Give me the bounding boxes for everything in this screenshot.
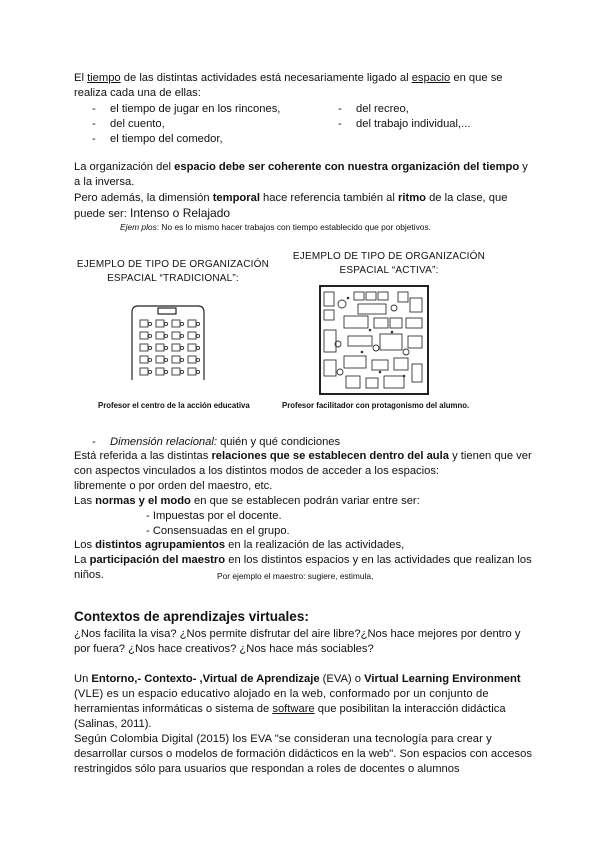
bullet-text: el tiempo del comedor, — [110, 133, 223, 145]
dash: - — [92, 436, 96, 448]
text: El — [74, 72, 88, 84]
desk-grid — [140, 320, 200, 375]
chair — [148, 334, 151, 337]
room-furniture — [324, 292, 422, 388]
text: en la realización de las actividades, — [225, 539, 405, 551]
chair — [196, 322, 199, 325]
fig2-caption: Profesor facilitador con protagonismo del alumno. — [282, 401, 470, 410]
bold-text: participación del maestro — [89, 554, 226, 566]
link-espacio[interactable]: espacio — [411, 72, 451, 84]
p4-line3: libremente o por orden del maestro, etc. — [74, 480, 273, 492]
ejemplos-label: Ejem plos — [120, 222, 157, 232]
chair — [180, 322, 183, 325]
text: Los — [74, 539, 96, 551]
text: quién y qué condiciones — [216, 436, 341, 448]
bullet-left-3 — [92, 133, 223, 145]
text: de las distintas actividades está necesariamente ligado al — [120, 72, 412, 84]
bullet-right-2 — [338, 118, 470, 130]
desk — [156, 320, 164, 327]
fig2-title-line1: EJEMPLO DE TIPO DE ORGANIZACIÓN — [292, 251, 486, 262]
chair — [196, 358, 199, 361]
text: y — [519, 161, 528, 173]
desk — [188, 356, 196, 363]
bold-text: normas y el modo — [95, 495, 191, 507]
chair — [164, 334, 167, 337]
eva-line1 — [74, 673, 521, 685]
chair — [180, 358, 183, 361]
sub-item-1: - Impuestas por el docente. — [146, 510, 282, 522]
desk — [188, 344, 196, 351]
text: de la clase, que — [425, 192, 508, 204]
text: y tienen que ver — [448, 450, 532, 462]
desk — [140, 332, 148, 339]
text: Las — [74, 495, 96, 507]
ejemplos-text: : No es lo mismo hacer trabajos con tiempo establecido que por objetivos. — [156, 222, 431, 232]
chair — [164, 370, 167, 373]
desk — [172, 368, 180, 375]
p3-line1 — [74, 192, 507, 204]
fig2-title — [284, 250, 494, 278]
section-heading: Contextos de aprendizajes virtuales: — [74, 609, 309, 624]
link-software[interactable]: software — [272, 703, 315, 715]
p2-line2: a la inversa. — [74, 176, 135, 188]
text: La — [74, 554, 90, 566]
dash: - — [338, 103, 342, 115]
bold-text: relaciones que se establecen dentro del aula — [211, 450, 449, 462]
dash: - — [92, 103, 96, 115]
desk — [140, 320, 148, 327]
eva-line4: (Salinas, 2011). — [74, 718, 152, 730]
text: Está referida a las distintas — [74, 450, 212, 462]
text: que posibilitan la interacción didáctica — [314, 703, 506, 715]
text: La organización del — [74, 161, 175, 173]
text: puede ser: — [74, 208, 130, 220]
fig1-title-line1: EJEMPLO DE TIPO DE ORGANIZACIÓN — [76, 259, 270, 270]
p1-line2: realiza cada una de ellas: — [74, 87, 201, 99]
bullet-left-2 — [92, 118, 165, 130]
p1-line1 — [74, 72, 503, 84]
dash: - — [338, 118, 342, 130]
chair — [148, 346, 151, 349]
dimension-line — [92, 436, 340, 448]
desk — [156, 368, 164, 375]
sub-item-2: - Consensuadas en el grupo. — [146, 525, 290, 537]
active-classroom-diagram — [318, 284, 430, 396]
fig1-title-line2: ESPACIAL “TRADICIONAL”: — [107, 273, 239, 284]
desk — [156, 344, 164, 351]
desk — [188, 368, 196, 375]
desk — [140, 368, 148, 375]
bold-text: ritmo — [398, 192, 426, 204]
chair — [164, 322, 167, 325]
chair — [164, 346, 167, 349]
text: en que se — [450, 72, 503, 84]
chair — [148, 322, 151, 325]
text: Un — [74, 673, 92, 685]
chair — [164, 358, 167, 361]
p4-line1 — [74, 450, 532, 462]
text: (EVA) o — [319, 673, 365, 685]
dimension-label: Dimensión relacional: — [110, 436, 217, 448]
desk — [172, 332, 180, 339]
text: herramientas informáticas o sistema de — [74, 703, 273, 715]
bold-text: espacio debe ser coherente con nuestra organización del tiempo — [174, 161, 520, 173]
p6-line — [74, 539, 404, 551]
colombia-line2: desarrollar cursos o modelos de formación didácticos en la web". Son espacios con accesos — [74, 748, 532, 760]
link-tiempo[interactable]: tiempo — [87, 72, 121, 84]
p7-line2: niños. — [74, 569, 104, 581]
bold-text: distintos agrupamientos — [95, 539, 226, 551]
chair — [196, 346, 199, 349]
chair — [180, 370, 183, 373]
desk — [140, 344, 148, 351]
bullet-text: el tiempo de jugar en los rincones, — [110, 103, 281, 115]
desk — [172, 356, 180, 363]
p5-line — [74, 495, 420, 507]
desk — [188, 332, 196, 339]
p7-line1 — [74, 554, 532, 566]
bold-text: Entorno,- Contexto- ,Virtual de Aprendizaje — [91, 673, 320, 685]
chair — [196, 370, 199, 373]
p2-line1 — [74, 161, 528, 173]
dash: - — [92, 133, 96, 145]
text: Pero además, la dimensión — [74, 192, 213, 204]
fig1-title — [68, 258, 278, 286]
p7-note: Por ejemplo el maestro: sugiere, estimula, — [217, 571, 374, 581]
bullet-text: del trabajo individual,... — [356, 118, 471, 130]
eva-line2: (VLE) es un espacio educativo alojado en la web, conformado por un conjunto de — [74, 688, 489, 700]
section-q1: ¿Nos facilita la visa? ¿Nos permite disfrutar del aire libre?¿Nos hace mejores por dentro y — [74, 628, 521, 640]
desk — [172, 320, 180, 327]
desk — [156, 356, 164, 363]
eva-line3 — [74, 703, 506, 715]
chair — [180, 346, 183, 349]
text: en que se establecen podrán variar entre ser: — [190, 495, 420, 507]
bullet-left-1 — [92, 103, 280, 115]
bullet-text: del recreo, — [356, 103, 409, 115]
desk — [156, 332, 164, 339]
p3-line2 — [74, 206, 230, 220]
dash: - — [92, 118, 96, 130]
desk — [188, 320, 196, 327]
diagram-frame — [132, 306, 204, 380]
ejemplos-line — [120, 222, 431, 232]
bold-text: temporal — [212, 192, 260, 204]
chair — [148, 370, 151, 373]
fig2-title-line2: ESPACIAL “ACTIVA”: — [339, 265, 439, 276]
traditional-classroom-diagram — [128, 302, 208, 384]
bold-text: Virtual Learning Environment — [364, 673, 521, 685]
desk — [140, 356, 148, 363]
chair — [180, 334, 183, 337]
colombia-line1: Según Colombia Digital (2015) los EVA "se consideran una tecnología para crear y — [74, 733, 492, 745]
p4-line2: con aspectos vinculados a los distintos modos de acceder a los espacios: — [74, 465, 440, 477]
text: en los distintos espacios y en las actividades que realizan los — [225, 554, 532, 566]
fig1-caption: Profesor el centro de la acción educativa — [98, 401, 250, 410]
bullet-text: del cuento, — [110, 118, 165, 130]
colombia-line3: restringidos sólo para usuarios que respondan a roles de docentes o alumnos — [74, 763, 460, 775]
bullet-right-1 — [338, 103, 409, 115]
intenso-text: Intenso o Relajado — [129, 206, 231, 220]
chair — [196, 334, 199, 337]
desk — [172, 344, 180, 351]
section-q2: por fuera? ¿Nos hace creativos? ¿Nos hace más sociables? — [74, 643, 374, 655]
text: hace referencia también al — [259, 192, 398, 204]
chair — [148, 358, 151, 361]
